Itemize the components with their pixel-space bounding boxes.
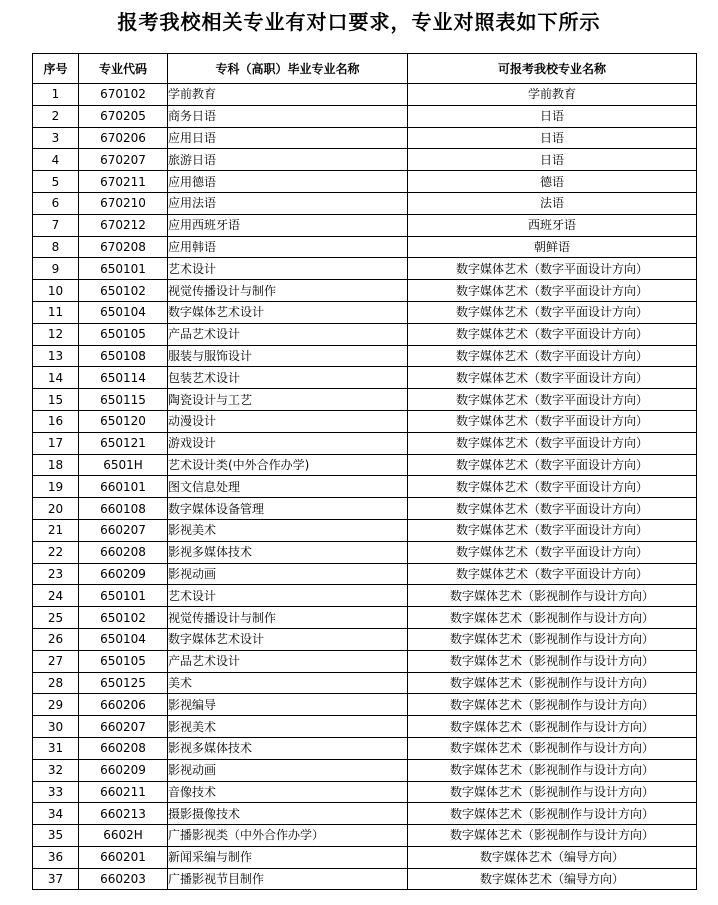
- table-row: [33, 585, 697, 607]
- target-major-name: 数字媒体艺术（数字平面设计方向）: [408, 541, 697, 563]
- source-major-name: 艺术设计: [168, 585, 408, 607]
- source-major-name: 视觉传播设计与制作: [168, 607, 408, 629]
- source-major-name: 广播影视类（中外合作办学）: [168, 825, 408, 847]
- table-row: [33, 214, 697, 236]
- major-code: 660206: [79, 694, 168, 716]
- header-target-major: 可报考我校专业名称: [408, 54, 697, 84]
- source-major-name: 应用日语: [168, 127, 408, 149]
- row-index: 28: [33, 672, 79, 694]
- table-body: [33, 84, 697, 890]
- target-major-name: 数字媒体艺术（影视制作与设计方向）: [408, 781, 697, 803]
- row-index: 32: [33, 759, 79, 781]
- target-major-name: 数字媒体艺术（数字平面设计方向）: [408, 280, 697, 302]
- table-row: [33, 127, 697, 149]
- major-code: 6602H: [79, 825, 168, 847]
- table-row: [33, 84, 697, 106]
- source-major-name: 艺术设计类(中外合作办学): [168, 454, 408, 476]
- major-code: 670206: [79, 127, 168, 149]
- target-major-name: 数字媒体艺术（数字平面设计方向）: [408, 432, 697, 454]
- major-code: 670211: [79, 171, 168, 193]
- row-index: 37: [33, 868, 79, 890]
- row-index: 33: [33, 781, 79, 803]
- target-major-name: 数字媒体艺术（编导方向）: [408, 868, 697, 890]
- major-code: 650120: [79, 410, 168, 432]
- table-row: [33, 323, 697, 345]
- table-row: [33, 716, 697, 738]
- target-major-name: 数字媒体艺术（编导方向）: [408, 846, 697, 868]
- row-index: 16: [33, 410, 79, 432]
- target-major-name: 数字媒体艺术（影视制作与设计方向）: [408, 825, 697, 847]
- table-row: [33, 737, 697, 759]
- source-major-name: 影视编导: [168, 694, 408, 716]
- source-major-name: 服装与服饰设计: [168, 345, 408, 367]
- target-major-name: 数字媒体艺术（数字平面设计方向）: [408, 454, 697, 476]
- table-row: [33, 846, 697, 868]
- table-row: [33, 803, 697, 825]
- major-code: 650108: [79, 345, 168, 367]
- major-code: 670205: [79, 105, 168, 127]
- major-code: 650115: [79, 389, 168, 411]
- source-major-name: 美术: [168, 672, 408, 694]
- source-major-name: 新闻采编与制作: [168, 846, 408, 868]
- target-major-name: 学前教育: [408, 84, 697, 106]
- row-index: 5: [33, 171, 79, 193]
- major-code: 650104: [79, 628, 168, 650]
- row-index: 29: [33, 694, 79, 716]
- header-source-major: 专科（高职）毕业专业名称: [168, 54, 408, 84]
- source-major-name: 应用西班牙语: [168, 214, 408, 236]
- table-row: [33, 541, 697, 563]
- row-index: 15: [33, 389, 79, 411]
- source-major-name: 视觉传播设计与制作: [168, 280, 408, 302]
- major-code: 650101: [79, 585, 168, 607]
- source-major-name: 影视美术: [168, 519, 408, 541]
- major-code: 650102: [79, 607, 168, 629]
- header-code: 专业代码: [79, 54, 168, 84]
- row-index: 10: [33, 280, 79, 302]
- major-code: 650105: [79, 323, 168, 345]
- source-major-name: 商务日语: [168, 105, 408, 127]
- target-major-name: 日语: [408, 105, 697, 127]
- target-major-name: 数字媒体艺术（数字平面设计方向）: [408, 258, 697, 280]
- table-row: [33, 476, 697, 498]
- source-major-name: 数字媒体设备管理: [168, 498, 408, 520]
- target-major-name: 数字媒体艺术（数字平面设计方向）: [408, 345, 697, 367]
- row-index: 36: [33, 846, 79, 868]
- source-major-name: 应用法语: [168, 192, 408, 214]
- major-code: 660209: [79, 563, 168, 585]
- header-index: 序号: [33, 54, 79, 84]
- source-major-name: 陶瓷设计与工艺: [168, 389, 408, 411]
- source-major-name: 图文信息处理: [168, 476, 408, 498]
- table-row: [33, 868, 697, 890]
- table-header-row: [33, 54, 697, 84]
- major-code: 660209: [79, 759, 168, 781]
- table-row: [33, 607, 697, 629]
- major-code: 670208: [79, 236, 168, 258]
- source-major-name: 影视多媒体技术: [168, 737, 408, 759]
- target-major-name: 数字媒体艺术（影视制作与设计方向）: [408, 716, 697, 738]
- major-code: 650101: [79, 258, 168, 280]
- source-major-name: 游戏设计: [168, 432, 408, 454]
- table-row: [33, 498, 697, 520]
- source-major-name: 摄影摄像技术: [168, 803, 408, 825]
- table-row: [33, 519, 697, 541]
- source-major-name: 包装艺术设计: [168, 367, 408, 389]
- source-major-name: 数字媒体艺术设计: [168, 628, 408, 650]
- row-index: 27: [33, 650, 79, 672]
- row-index: 6: [33, 192, 79, 214]
- major-code: 650102: [79, 280, 168, 302]
- target-major-name: 数字媒体艺术（影视制作与设计方向）: [408, 803, 697, 825]
- major-code: 650105: [79, 650, 168, 672]
- source-major-name: 应用韩语: [168, 236, 408, 258]
- source-major-name: 产品艺术设计: [168, 650, 408, 672]
- target-major-name: 数字媒体艺术（数字平面设计方向）: [408, 367, 697, 389]
- major-code: 660211: [79, 781, 168, 803]
- target-major-name: 数字媒体艺术（数字平面设计方向）: [408, 519, 697, 541]
- table-row: [33, 759, 697, 781]
- major-code: 650114: [79, 367, 168, 389]
- source-major-name: 音像技术: [168, 781, 408, 803]
- row-index: 11: [33, 301, 79, 323]
- target-major-name: 数字媒体艺术（数字平面设计方向）: [408, 410, 697, 432]
- table-row: [33, 367, 697, 389]
- row-index: 19: [33, 476, 79, 498]
- table-row: [33, 672, 697, 694]
- target-major-name: 数字媒体艺术（数字平面设计方向）: [408, 476, 697, 498]
- source-major-name: 旅游日语: [168, 149, 408, 171]
- row-index: 18: [33, 454, 79, 476]
- target-major-name: 德语: [408, 171, 697, 193]
- source-major-name: 产品艺术设计: [168, 323, 408, 345]
- major-code: 660208: [79, 541, 168, 563]
- source-major-name: 影视动画: [168, 563, 408, 585]
- row-index: 3: [33, 127, 79, 149]
- source-major-name: 数字媒体艺术设计: [168, 301, 408, 323]
- major-code: 660201: [79, 846, 168, 868]
- table-row: [33, 432, 697, 454]
- row-index: 2: [33, 105, 79, 127]
- table-row: [33, 345, 697, 367]
- source-major-name: 影视多媒体技术: [168, 541, 408, 563]
- row-index: 35: [33, 825, 79, 847]
- target-major-name: 数字媒体艺术（影视制作与设计方向）: [408, 585, 697, 607]
- row-index: 24: [33, 585, 79, 607]
- major-code: 660207: [79, 519, 168, 541]
- target-major-name: 数字媒体艺术（数字平面设计方向）: [408, 323, 697, 345]
- row-index: 12: [33, 323, 79, 345]
- row-index: 9: [33, 258, 79, 280]
- major-code: 660203: [79, 868, 168, 890]
- row-index: 7: [33, 214, 79, 236]
- row-index: 14: [33, 367, 79, 389]
- row-index: 20: [33, 498, 79, 520]
- table-row: [33, 694, 697, 716]
- major-mapping-table: [32, 53, 697, 890]
- target-major-name: 日语: [408, 127, 697, 149]
- source-major-name: 应用德语: [168, 171, 408, 193]
- major-code: 650104: [79, 301, 168, 323]
- target-major-name: 数字媒体艺术（数字平面设计方向）: [408, 563, 697, 585]
- page-title: 报考我校相关专业有对口要求，专业对照表如下所示: [117, 10, 601, 34]
- table-row: [33, 105, 697, 127]
- source-major-name: 动漫设计: [168, 410, 408, 432]
- row-index: 21: [33, 519, 79, 541]
- table-row: [33, 171, 697, 193]
- row-index: 22: [33, 541, 79, 563]
- table-row: [33, 650, 697, 672]
- row-index: 23: [33, 563, 79, 585]
- table-row: [33, 258, 697, 280]
- source-major-name: 影视美术: [168, 716, 408, 738]
- row-index: 17: [33, 432, 79, 454]
- major-code: 660108: [79, 498, 168, 520]
- major-code: 670210: [79, 192, 168, 214]
- source-major-name: 艺术设计: [168, 258, 408, 280]
- row-index: 25: [33, 607, 79, 629]
- row-index: 30: [33, 716, 79, 738]
- target-major-name: 数字媒体艺术（影视制作与设计方向）: [408, 628, 697, 650]
- table-row: [33, 236, 697, 258]
- source-major-name: 影视动画: [168, 759, 408, 781]
- table-row: [33, 563, 697, 585]
- row-index: 26: [33, 628, 79, 650]
- major-code: 6501H: [79, 454, 168, 476]
- table-row: [33, 149, 697, 171]
- source-major-name: 广播影视节目制作: [168, 868, 408, 890]
- major-code: 660208: [79, 737, 168, 759]
- source-major-name: 学前教育: [168, 84, 408, 106]
- row-index: 13: [33, 345, 79, 367]
- table-row: [33, 389, 697, 411]
- target-major-name: 数字媒体艺术（影视制作与设计方向）: [408, 737, 697, 759]
- major-code: 670102: [79, 84, 168, 106]
- major-code: 660207: [79, 716, 168, 738]
- major-code: 660101: [79, 476, 168, 498]
- row-index: 8: [33, 236, 79, 258]
- target-major-name: 数字媒体艺术（影视制作与设计方向）: [408, 672, 697, 694]
- target-major-name: 西班牙语: [408, 214, 697, 236]
- major-code: 650125: [79, 672, 168, 694]
- target-major-name: 日语: [408, 149, 697, 171]
- row-index: 4: [33, 149, 79, 171]
- table-row: [33, 192, 697, 214]
- target-major-name: 数字媒体艺术（数字平面设计方向）: [408, 389, 697, 411]
- row-index: 34: [33, 803, 79, 825]
- target-major-name: 数字媒体艺术（影视制作与设计方向）: [408, 607, 697, 629]
- target-major-name: 朝鲜语: [408, 236, 697, 258]
- row-index: 31: [33, 737, 79, 759]
- target-major-name: 数字媒体艺术（影视制作与设计方向）: [408, 650, 697, 672]
- table-row: [33, 280, 697, 302]
- row-index: 1: [33, 84, 79, 106]
- table-row: [33, 454, 697, 476]
- target-major-name: 法语: [408, 192, 697, 214]
- major-code: 660213: [79, 803, 168, 825]
- target-major-name: 数字媒体艺术（影视制作与设计方向）: [408, 694, 697, 716]
- table-row: [33, 825, 697, 847]
- target-major-name: 数字媒体艺术（数字平面设计方向）: [408, 301, 697, 323]
- major-code: 650121: [79, 432, 168, 454]
- table-row: [33, 781, 697, 803]
- table-row: [33, 301, 697, 323]
- target-major-name: 数字媒体艺术（影视制作与设计方向）: [408, 759, 697, 781]
- major-code: 670212: [79, 214, 168, 236]
- table-row: [33, 410, 697, 432]
- target-major-name: 数字媒体艺术（数字平面设计方向）: [408, 498, 697, 520]
- major-code: 670207: [79, 149, 168, 171]
- table-row: [33, 628, 697, 650]
